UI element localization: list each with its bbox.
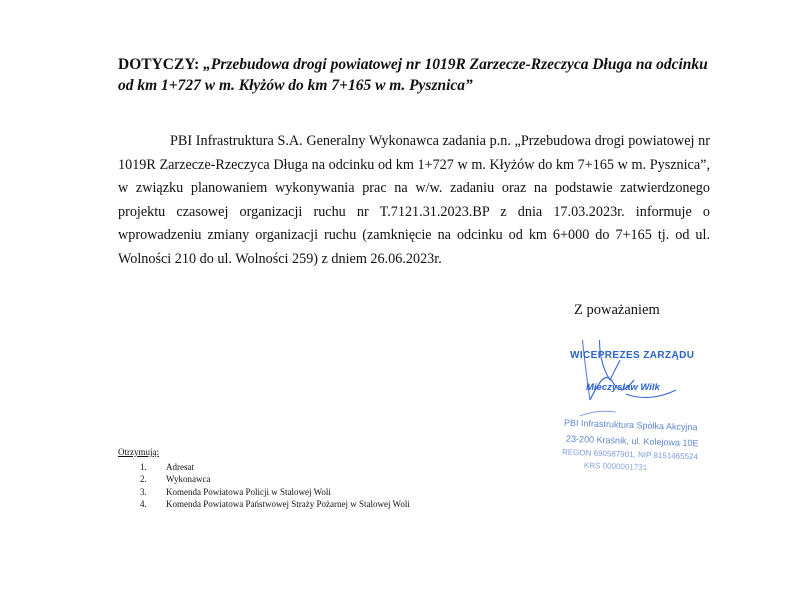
stamp-regon-nip: REGON 690587901, NIP 8151465524	[561, 447, 699, 462]
list-item-text: Komenda Powiatowa Państwowej Straży Pożarnej w Stalowej Woli	[166, 499, 410, 509]
signature-strokes-graphic	[540, 340, 760, 490]
subject-line-1: „Przebudowa drogi powiatowej nr 1019R Zarzecze-Rzeczyca Długa na odcinku	[203, 56, 708, 73]
closing-regards: Z poważaniem	[574, 302, 660, 318]
stamp-title: WICEPREZES ZARZĄDU	[570, 350, 695, 361]
list-item	[118, 461, 410, 474]
list-item-number: 2.	[140, 474, 147, 484]
list-item	[118, 498, 410, 511]
list-item-text: Wykonawca	[166, 474, 211, 484]
list-item	[118, 486, 410, 499]
recipients-list	[118, 446, 410, 511]
list-item-text: Adresat	[166, 461, 194, 472]
list-item-number: 4.	[140, 499, 147, 509]
subject-line-2: od km 1+727 w m. Kłyżów do km 7+165 w m. Pysznica”	[118, 77, 473, 94]
signature-stamp	[540, 340, 760, 490]
list-item	[118, 473, 410, 486]
list-item-number: 1.	[140, 461, 147, 472]
subject-heading	[118, 54, 718, 96]
subject-label: DOTYCZY:	[118, 56, 200, 73]
stamp-name: Mieczysław Wilk	[586, 382, 660, 393]
stamp-company: PBI Infrastruktura Spółka Akcyjna	[563, 417, 698, 433]
stamp-address: 23-200 Kraśnik, ul. Kolejowa 10E	[565, 433, 699, 449]
list-item-number: 3.	[140, 486, 147, 497]
stamp-krs: KRS 0000001731	[583, 460, 648, 473]
recipients-heading: Otrzymują:	[118, 447, 159, 457]
list-item-text: Komenda Powiatowa Policji w Stalowej Woli	[166, 486, 331, 497]
body-paragraph: PBI Infrastruktura S.A. Generalny Wykonawca zadania p.n. „Przebudowa drogi powiatowej nr 1019R Zarzecze-Rzeczyca Długa na odcinku od km 1+727 w m. Kłyżów do km 7+165 w m. Pysznica”, w związku planowaniem wykonywania prac na w/w. zadaniu oraz na podstawie zatwierdzonego projektu czasowej organizacji ruchu nr T.7121.31.2023.BP z dnia 17.03.2023r. informuje o wprowadzeniu zmiany organizacji ruchu (zamknięcie na odcinku od km 6+000 do 7+165 tj. od ul. Wolności 210 do ul. Wolności 259) z dniem 26.06.2023r.	[118, 133, 710, 267]
